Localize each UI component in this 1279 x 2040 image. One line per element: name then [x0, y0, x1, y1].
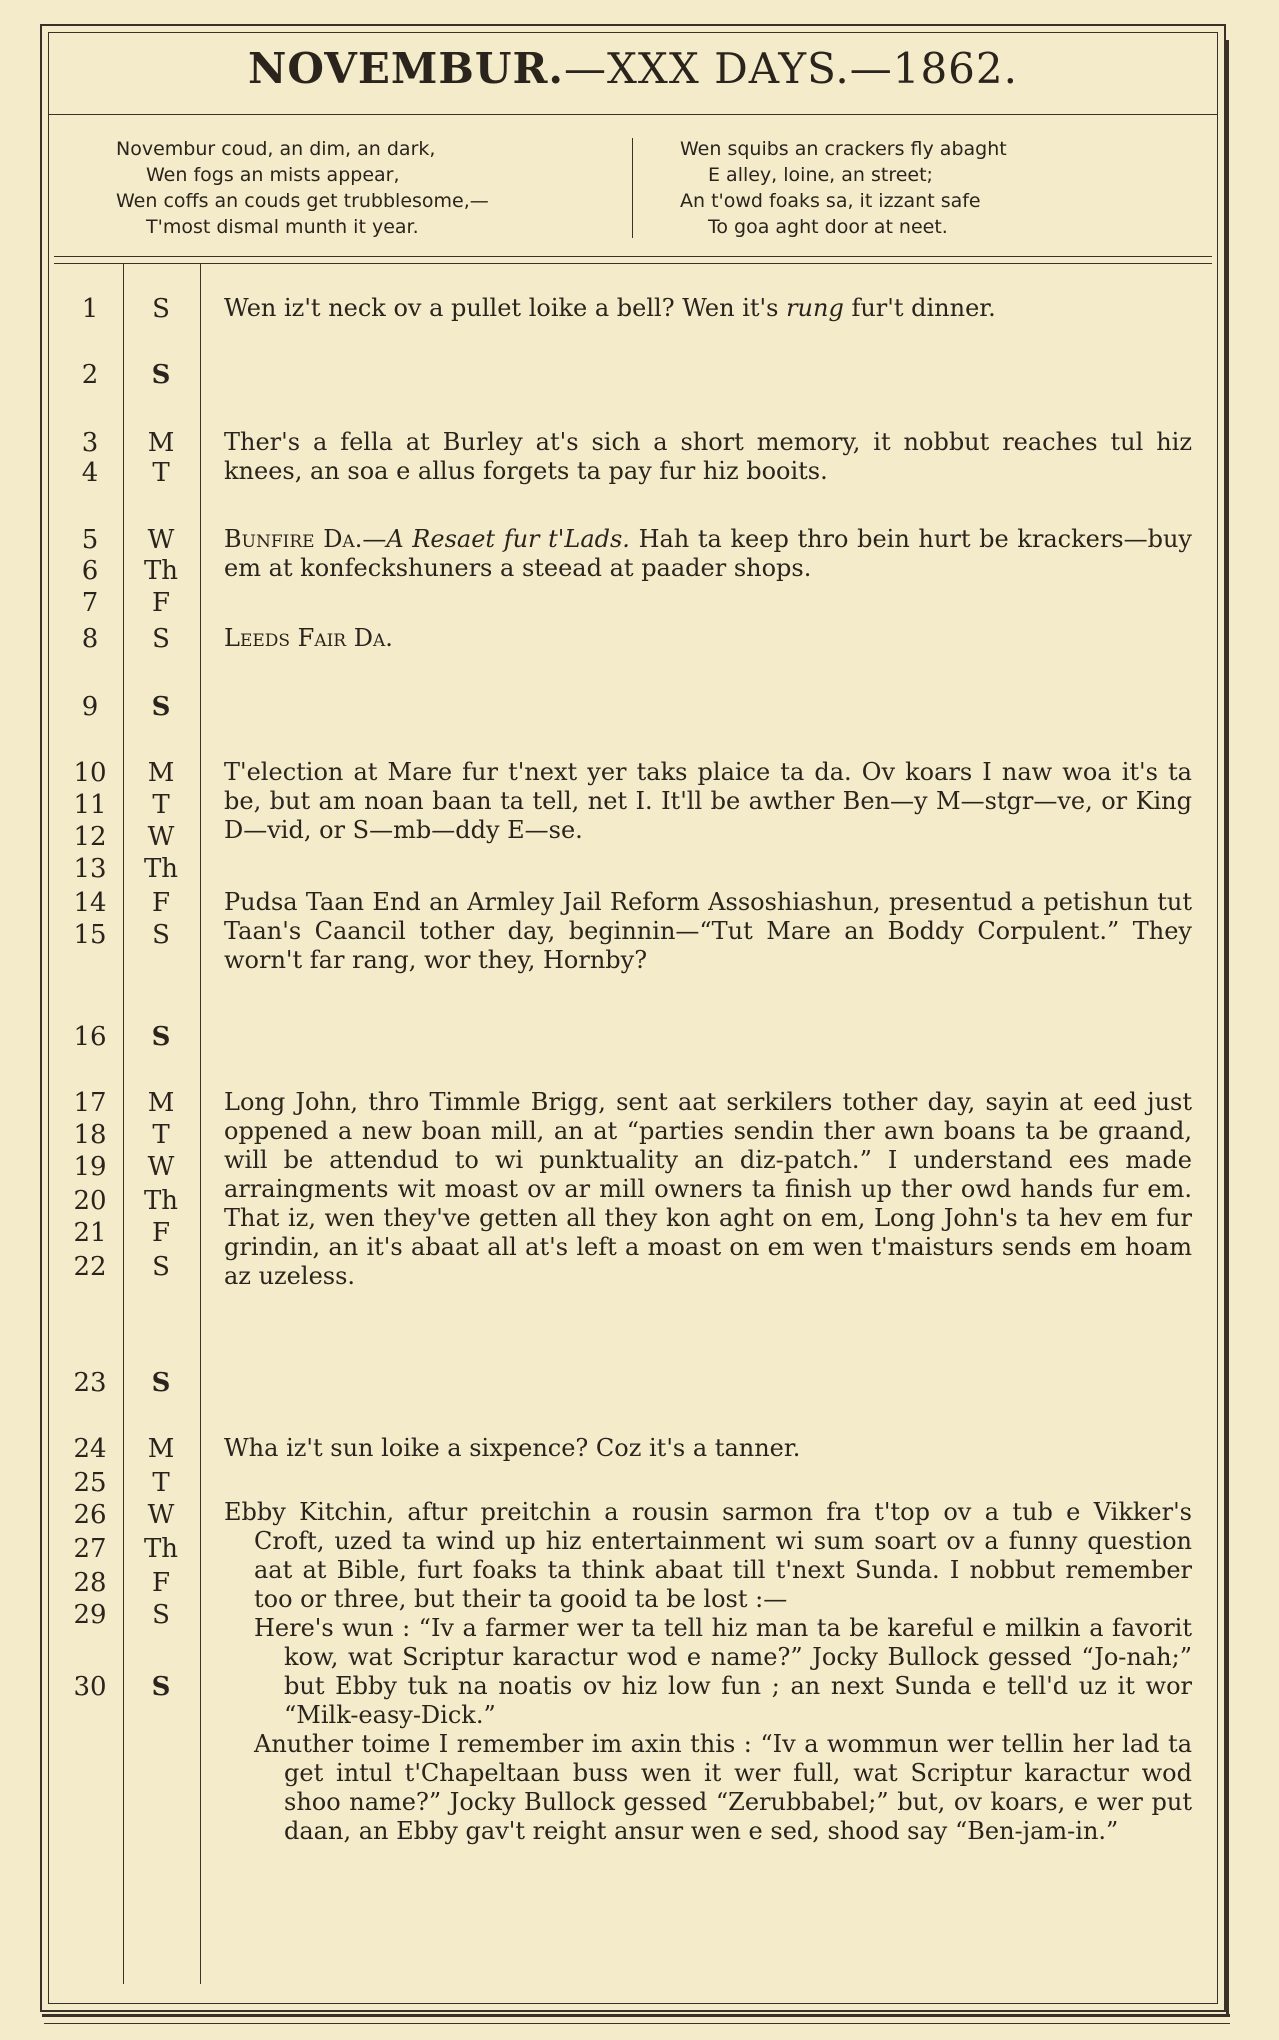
day-number: 24 — [73, 1434, 107, 1464]
verse-right — [680, 136, 1007, 240]
table-top-rule-2 — [54, 263, 1212, 264]
day-number: 22 — [73, 1252, 107, 1282]
note-5 — [224, 525, 1192, 583]
note-text: Wen iz't neck ov a pullet loike a bell? Wen it's — [224, 294, 787, 322]
bottom-rule-thin — [44, 2023, 1230, 2024]
note-emphasis: A Resaet fur t'Lads. — [386, 525, 630, 553]
day-weekday: F — [151, 1218, 171, 1248]
note-17: Long John, thro Timmle Brigg, sent aat serkilers tother day, sayin at eed just oppened a new boan mill, an at “parties sendin ther awn boans ta be graand, will be attendud to wi punktuality an diz-patch.” I understand ees made arraingments wit moast ov ar mill owners ta finish up ther owd hands fur em. That iz, wen they've getten all they kon aght on em, Long John's ta hev em fur grindin, an it's abaat all at's left a moast on em wen t'maisturs sends em hoam az uzeless. — [224, 1088, 1192, 1290]
day-weekday: T — [152, 458, 170, 488]
day-number: 27 — [73, 1534, 107, 1564]
verse-line: E alley, loine, an street; — [708, 164, 933, 186]
day-number: 7 — [81, 588, 99, 618]
table-top-rule — [54, 256, 1212, 257]
note-riddle-1: Here's wun : “Iv a farmer wer ta tell hiz man ta be kareful e milkin a favorit kow, wat Scriptur karactur wod e name?” Jocky Bullock gessed “Jo-nah;” but Ebby tuk na noatis ov hiz low fun ; an next Sunda e tell'd uz it wor “Milk-easy-Dick.” — [254, 1614, 1192, 1729]
verse-line: Wen fogs an mists appear, — [146, 164, 400, 186]
day-number: 16 — [73, 1022, 107, 1052]
day-weekday: S — [151, 1368, 171, 1398]
note-3: Ther's a fella at Burley at's sich a short memory, it nobbut reaches tul hiz knees, an soa e allus forgets ta pay fur hiz booits. — [224, 428, 1192, 485]
day-number: 17 — [73, 1088, 107, 1118]
verse-line: Wen squibs an crackers fly abaght — [680, 138, 1007, 160]
day-weekday: Th — [143, 1534, 179, 1564]
note-1 — [224, 294, 1192, 323]
day-number: 25 — [73, 1468, 107, 1498]
days-and-year: —XXX DAYS.—1862. — [564, 44, 1018, 93]
note-text: fur't dinner. — [843, 294, 996, 322]
day-number: 23 — [73, 1368, 107, 1398]
day-number: 2 — [81, 360, 99, 390]
note-8: Leeds Fair Da. — [224, 624, 393, 652]
day-weekday: S — [152, 1600, 170, 1630]
note-emphasis: rung — [786, 294, 844, 322]
verse-line: To goa aght door at neet. — [708, 216, 948, 238]
column-divider-weekday — [200, 264, 201, 1984]
day-weekday: W — [147, 1152, 175, 1182]
day-number: 5 — [81, 525, 99, 555]
day-number: 10 — [73, 758, 107, 788]
right-edge-rule — [1226, 40, 1229, 2014]
day-number: 20 — [73, 1186, 107, 1216]
day-weekday: W — [147, 822, 175, 852]
day-number: 3 — [81, 428, 99, 458]
day-number: 9 — [81, 692, 99, 722]
verse-line: T'most dismal munth it year. — [146, 216, 419, 238]
column-divider-day — [123, 264, 124, 1984]
day-weekday: T — [152, 1120, 170, 1150]
day-number: 29 — [73, 1600, 107, 1630]
note-text: Hah ta keep thro bein hurt be krackers—buy em at konfeckshuners a steead at paader shops. — [224, 525, 1192, 582]
note-heading: Bunfire Da. — [224, 525, 363, 553]
day-weekday: F — [151, 888, 171, 918]
day-number: 14 — [73, 888, 107, 918]
title-divider — [48, 114, 1218, 115]
day-weekday: F — [151, 1568, 171, 1598]
note-paragraph: Ebby Kitchin, aftur preitchin a rousin sarmon fra t'top ov a tub e Vikker's Croft, uzed ta wind up hiz entertainment wi sum soart ov a funny question aat at Bible, furt foaks ta think abaat till t'next Sunda. I nobbut remember too or three, but their ta gooid ta be lost :— — [224, 1498, 1192, 1613]
day-number: 4 — [81, 458, 99, 488]
note-26 — [224, 1498, 1192, 1846]
day-weekday: M — [147, 1088, 175, 1118]
note-10: T'election at Mare fur t'next yer taks plaice ta da. Ov koars I naw woa it's ta be, but am noan baan ta tell, net I. It'll be awther Ben—y M—stgr—ve, or King D—vid, or S—mb—ddy E—se. — [224, 758, 1192, 844]
day-weekday: T — [152, 790, 170, 820]
day-weekday: S — [151, 1022, 171, 1052]
verse-line: Wen coffs an couds get trubblesome,— — [116, 190, 489, 212]
day-weekday: S — [152, 624, 170, 654]
day-number: 28 — [73, 1568, 107, 1598]
day-number: 11 — [73, 790, 107, 820]
day-number: 12 — [73, 822, 107, 852]
verse-divider — [632, 138, 633, 238]
day-weekday: S — [151, 692, 171, 722]
day-weekday: F — [151, 588, 171, 618]
day-weekday: Th — [143, 556, 179, 586]
note-14: Pudsa Taan End an Armley Jail Reform Assoshiashun, presentud a petishun tut Taan's Caancil tother day, beginnin—“Tut Mare an Boddy Corpulent.” They worn't far rang, wor they, Hornby? — [224, 888, 1192, 974]
verse-line: An t'owd foaks sa, it izzant safe — [680, 190, 981, 212]
bottom-rule — [42, 2014, 1230, 2017]
day-weekday: S — [152, 1252, 170, 1282]
verse-left — [116, 136, 489, 240]
note-dash: — — [362, 525, 387, 553]
day-weekday: S — [152, 920, 170, 950]
day-weekday: Th — [143, 854, 179, 884]
day-number: 21 — [73, 1218, 107, 1248]
day-weekday: T — [152, 1468, 170, 1498]
day-number: 26 — [73, 1500, 107, 1530]
day-number: 8 — [81, 624, 99, 654]
day-weekday: S — [151, 360, 171, 390]
day-number: 30 — [73, 1672, 107, 1702]
day-number: 19 — [73, 1152, 107, 1182]
day-number: 6 — [81, 556, 99, 586]
day-weekday: S — [152, 294, 170, 324]
day-number: 1 — [81, 294, 99, 324]
day-weekday: M — [147, 758, 175, 788]
day-number: 13 — [73, 854, 107, 884]
note-24: Wha iz't sun loike a sixpence? Coz it's a tanner. — [224, 1434, 801, 1462]
day-weekday: S — [151, 1672, 171, 1702]
day-weekday: M — [147, 428, 175, 458]
note-riddle-2: Anuther toime I remember im axin this : “Iv a wommun wer tellin her lad ta get intul t'Chapeltaan buss wen it wer full, wat Scriptur karactur wod shoo name?” Jocky Bullock gessed “Zerubbabel;” but, ov koars, e wer put daan, an Ebby gav't reight ansur wen e sed, shood say “Ben-jam-in.” — [254, 1730, 1192, 1845]
month-name: NOVEMBUR. — [248, 44, 565, 93]
day-weekday: W — [147, 1500, 175, 1530]
day-number: 18 — [73, 1120, 107, 1150]
day-weekday: W — [147, 525, 175, 555]
verse-line: Novembur coud, an dim, an dark, — [116, 138, 436, 160]
page-title — [48, 44, 1218, 93]
day-weekday: Th — [143, 1186, 179, 1216]
day-number: 15 — [73, 920, 107, 950]
day-weekday: M — [147, 1434, 175, 1464]
